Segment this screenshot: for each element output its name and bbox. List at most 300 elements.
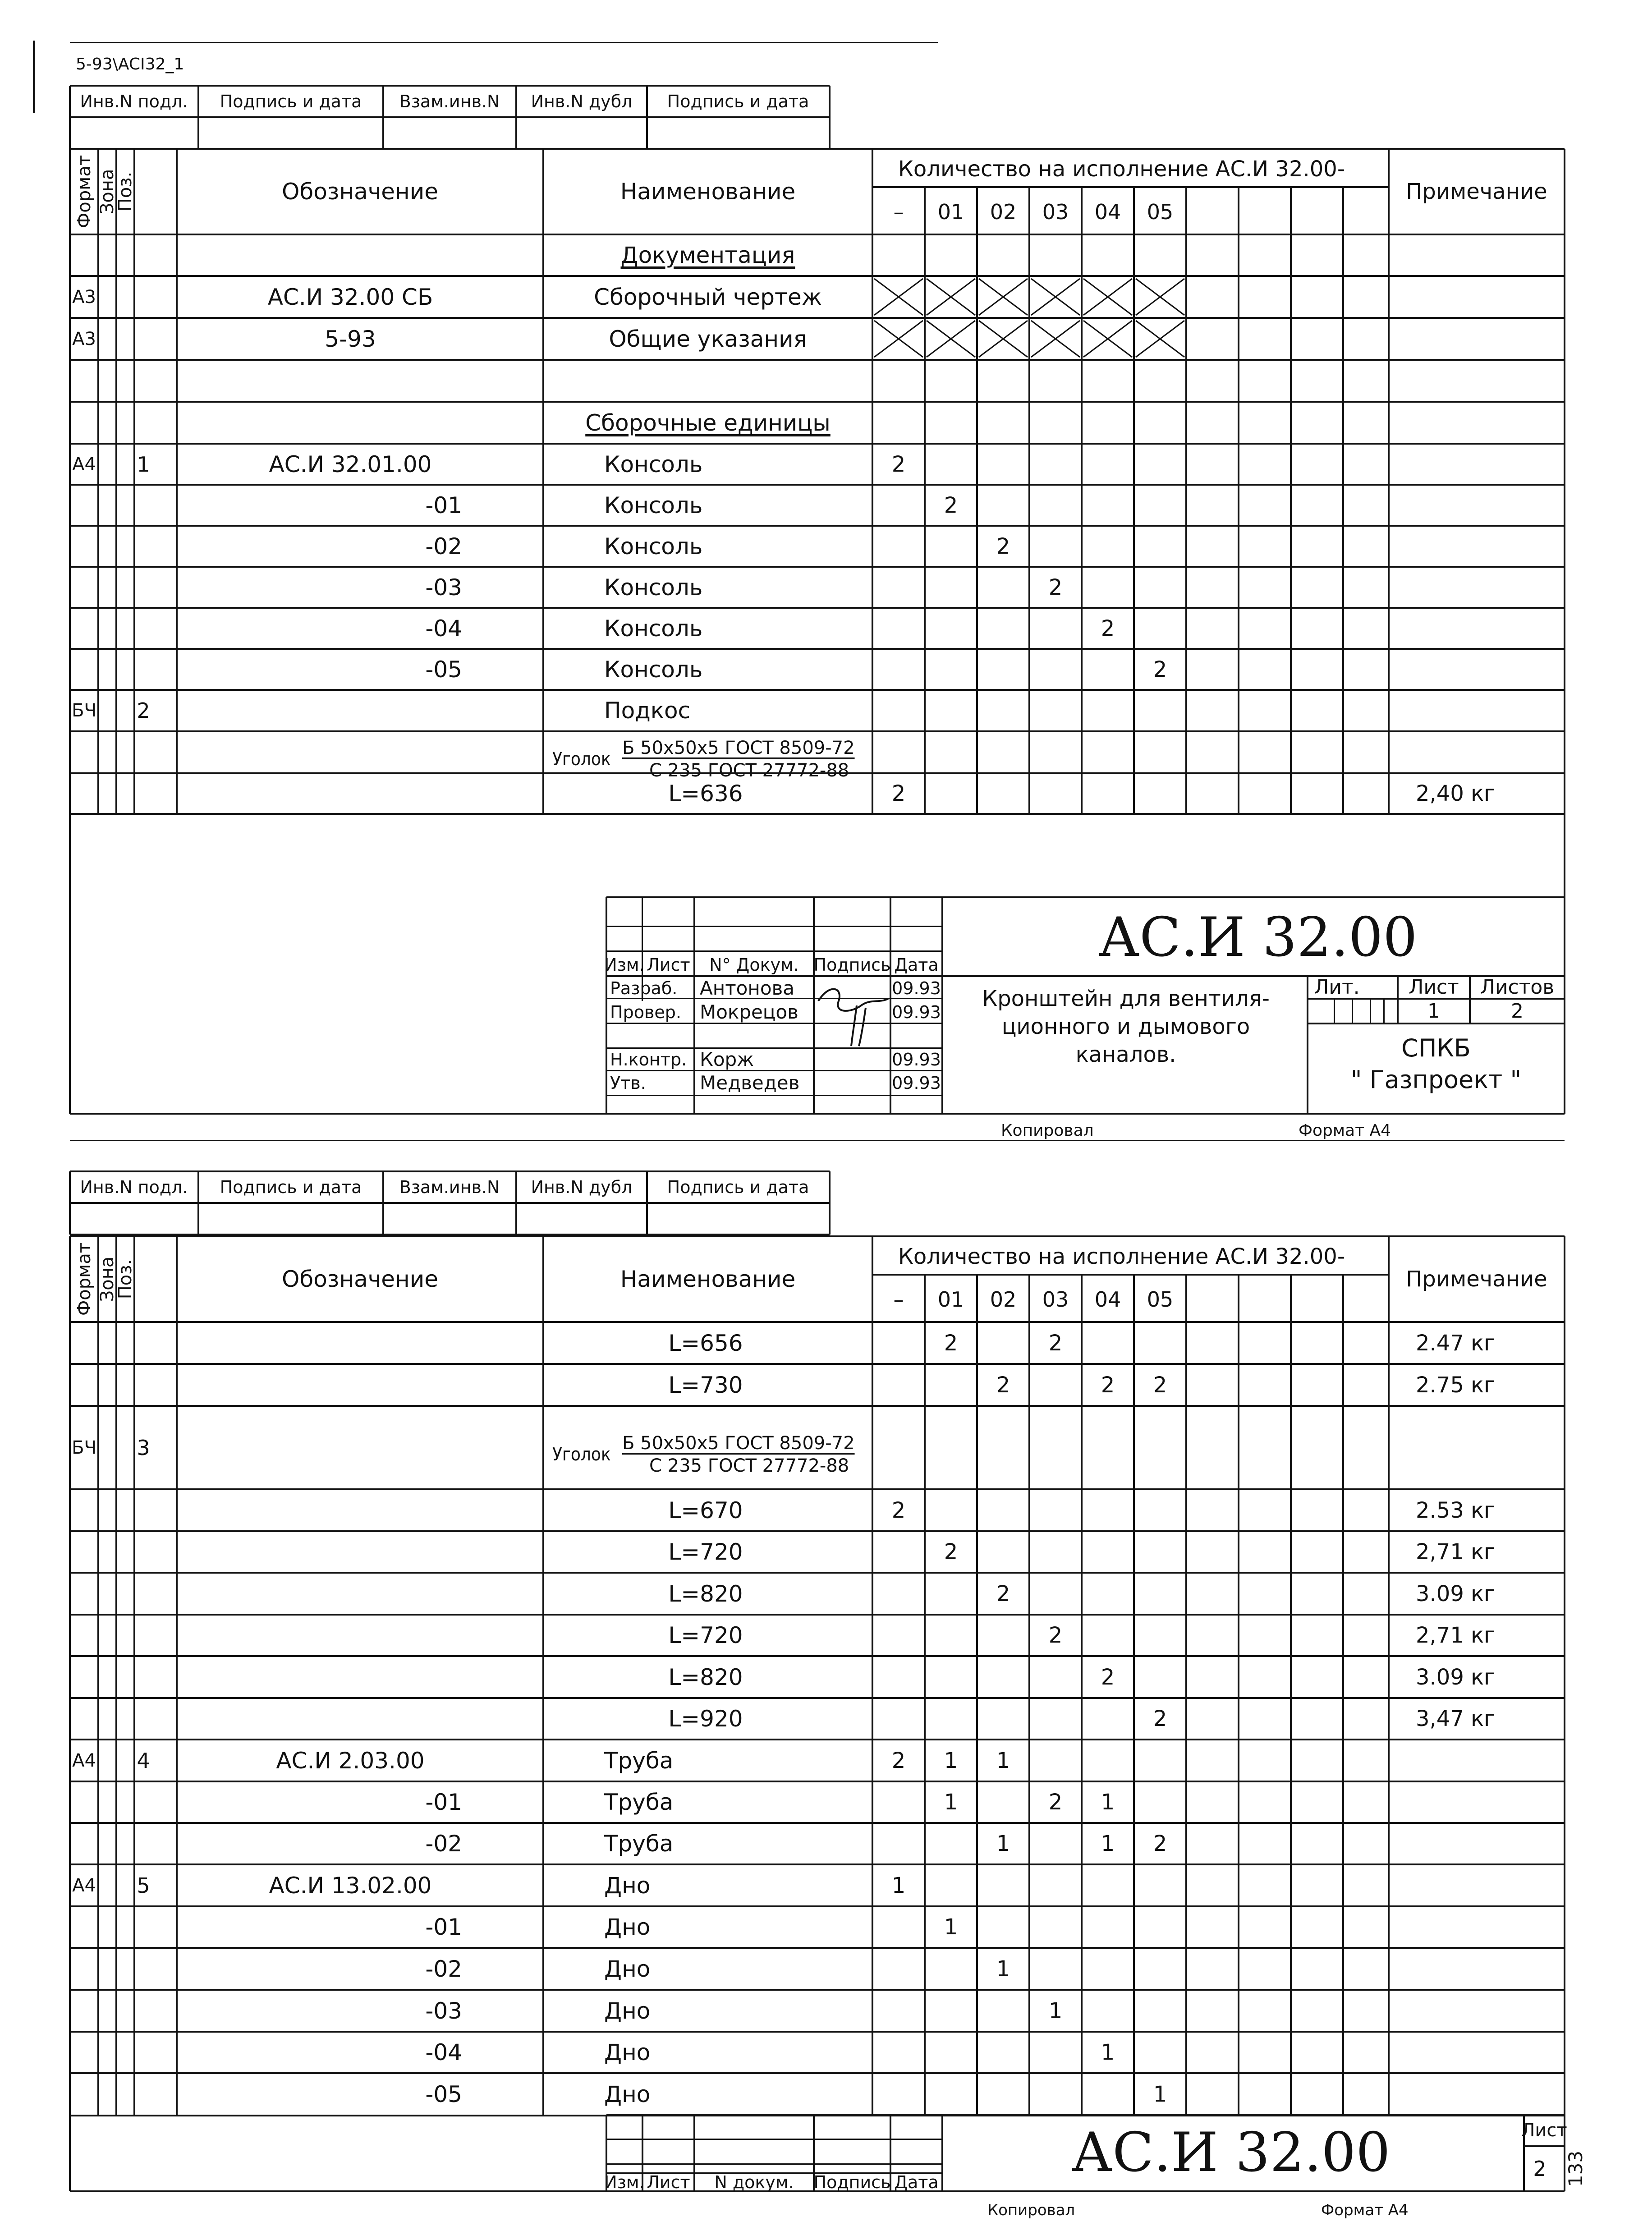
qty-col-line — [1290, 526, 1292, 567]
cell-oboznachenie: -01 — [425, 492, 462, 519]
cell-oboznachenie: АС.И 32.01.00 — [269, 451, 432, 477]
qty-col-line — [1238, 1573, 1239, 1615]
qty-col-line — [976, 1698, 978, 1740]
row-col-line — [176, 485, 178, 526]
qty-col-line — [1290, 1364, 1292, 1406]
row-col-line — [1564, 485, 1565, 526]
qty-col-line — [1081, 1656, 1083, 1698]
cell-naimenovanie: Труба — [604, 1789, 674, 1815]
row-col-line — [1564, 402, 1565, 444]
qty-col-line — [1133, 1615, 1135, 1656]
row-col-line — [542, 318, 544, 360]
qty-col-line — [1081, 690, 1083, 731]
row-col-line — [872, 690, 873, 731]
qty-col-line — [1290, 649, 1292, 690]
row-col-line — [542, 1698, 544, 1740]
cell-qty: 1 — [996, 1956, 1010, 1982]
row-col-line — [872, 1948, 873, 1990]
qty-col-line — [976, 1823, 978, 1864]
qty-col-line — [1290, 1740, 1292, 1781]
row-col-line — [1564, 2032, 1565, 2073]
cell-qty: 2 — [944, 1539, 958, 1565]
row-col-line — [97, 1573, 99, 1615]
cross-out-mark — [1134, 276, 1186, 318]
row-col-line — [872, 1906, 873, 1948]
row-col-line — [542, 731, 544, 773]
qty-col-line — [976, 1656, 978, 1698]
qty-col-line — [1342, 1656, 1344, 1698]
qty-col-line — [1342, 402, 1344, 444]
qty-col-line — [1185, 187, 1187, 234]
qty-col-line — [1028, 1489, 1030, 1531]
cell-qty: 2 — [1101, 1664, 1115, 1690]
row-col-line — [115, 1531, 117, 1573]
row-col-line — [115, 1740, 117, 1781]
cell-poz: 1 — [137, 452, 150, 477]
qty-col-line — [1342, 2073, 1344, 2116]
cross-out-mark — [872, 318, 925, 360]
row-col-line — [97, 2073, 99, 2116]
variant-02: 02 — [990, 1287, 1017, 1312]
row-col-line — [542, 1656, 544, 1698]
qty-col-line — [1342, 1406, 1344, 1489]
qty-col-line — [1342, 276, 1344, 318]
qty-col-line — [1238, 1990, 1239, 2032]
qty-col-line — [1081, 1489, 1083, 1531]
row-col-line — [1564, 1364, 1565, 1406]
qty-col-line — [1133, 402, 1135, 444]
row-col-line — [542, 2032, 544, 2073]
qty-col-line — [1185, 444, 1187, 485]
title-block-line — [1334, 999, 1335, 1024]
stamp-line — [69, 1171, 71, 1235]
row-col-line — [176, 1740, 178, 1781]
row-line — [70, 401, 1565, 403]
cell-format: А4 — [72, 1875, 96, 1896]
row-col-line — [69, 526, 71, 567]
qty-col-line — [1238, 234, 1239, 276]
row-col-line — [133, 1573, 135, 1615]
row-col-line — [69, 1322, 71, 1364]
qty-col-line — [1238, 608, 1239, 649]
row-col-line — [1388, 773, 1390, 814]
qty-col-line — [1028, 444, 1030, 485]
qty-col-line — [924, 608, 926, 649]
qty-col-line — [924, 1275, 926, 1322]
cell-naimenovanie: Подкос — [604, 698, 691, 724]
row-col-line — [69, 773, 71, 814]
column-zona: Зона — [97, 169, 118, 215]
row-col-line — [115, 1698, 117, 1740]
qty-col-line — [1290, 444, 1292, 485]
qty-col-line — [1133, 1531, 1135, 1573]
title-block-line — [1383, 999, 1385, 1024]
cell-qty: 2 — [996, 533, 1010, 559]
qty-col-line — [1290, 2032, 1292, 2073]
row-col-line — [1564, 1489, 1565, 1531]
row-line — [70, 689, 1565, 691]
qty-col-line — [1028, 234, 1030, 276]
cell-naimenovanie: L=820 — [668, 1664, 743, 1690]
row-col-line — [115, 234, 117, 276]
title-col-2: N докум. — [714, 2172, 794, 2192]
row-col-line — [133, 1656, 135, 1698]
row-col-line — [1388, 1948, 1390, 1990]
cell-qty: 2 — [944, 1330, 958, 1356]
qty-col-line — [1081, 444, 1083, 485]
qty-col-line — [1133, 1698, 1135, 1740]
row-col-line — [1564, 1781, 1565, 1823]
qty-col-line — [1081, 485, 1083, 526]
qty-col-line — [1185, 234, 1187, 276]
qty-col-line — [1342, 1948, 1344, 1990]
qty-col-line — [1342, 1489, 1344, 1531]
row-col-line — [1564, 567, 1565, 608]
qty-col-line — [924, 444, 926, 485]
qty-col-line — [1185, 1656, 1187, 1698]
column-zona: Зона — [97, 1256, 118, 1302]
qty-col-line — [1081, 1322, 1083, 1364]
qty-col-line — [1081, 1948, 1083, 1990]
column-poz: Поз. — [115, 1259, 136, 1299]
qty-col-line — [1342, 731, 1344, 773]
cell-qty: 1 — [1048, 1998, 1063, 2024]
qty-col-line — [1185, 731, 1187, 773]
qty-col-line — [1028, 1406, 1030, 1489]
row-col-line — [1564, 690, 1565, 731]
row-col-line — [115, 1906, 117, 1948]
cell-naimenovanie: L=720 — [668, 1539, 743, 1565]
row-col-line — [1388, 608, 1390, 649]
row-col-line — [115, 2032, 117, 2073]
qty-col-line — [924, 1990, 926, 2032]
stamp-line — [69, 86, 71, 149]
row-col-line — [176, 649, 178, 690]
qty-col-line — [924, 1906, 926, 1948]
row-col-line — [872, 485, 873, 526]
ugolok-line2: С 235 ГОСТ 27772-88 — [649, 760, 849, 781]
cell-oboznachenie: -02 — [425, 1831, 462, 1857]
qty-col-line — [1133, 1489, 1135, 1531]
cell-qty: 1 — [891, 1873, 906, 1898]
qty-col-line — [924, 1489, 926, 1531]
row-col-line — [115, 1406, 117, 1489]
row-line — [70, 730, 1565, 732]
qty-col-line — [924, 1573, 926, 1615]
qty-col-line — [1238, 1823, 1239, 1864]
row-col-line — [1564, 1698, 1565, 1740]
row-col-line — [1564, 1322, 1565, 1364]
qty-col-line — [1342, 773, 1344, 814]
row-col-line — [542, 1948, 544, 1990]
title-block-line — [1308, 1023, 1565, 1024]
row-col-line — [872, 360, 873, 402]
stamp-label: Подпись и дата — [220, 1177, 362, 1197]
document-designation: АС.И 32.00 — [1071, 2121, 1390, 2184]
cell-qty: 2 — [1101, 615, 1115, 641]
title-block-line — [941, 897, 943, 1114]
cell-qty: 2 — [891, 451, 906, 477]
qty-col-line — [1028, 1906, 1030, 1948]
row-col-line — [872, 649, 873, 690]
row-line — [70, 566, 1565, 568]
qty-col-line — [1342, 1990, 1344, 2032]
row-col-line — [542, 1322, 544, 1364]
row-col-line — [872, 234, 873, 276]
cell-qty: 2 — [1153, 1372, 1167, 1398]
stamp-label: Взам.инв.N — [399, 92, 500, 111]
row-col-line — [176, 1698, 178, 1740]
row-col-line — [1388, 234, 1390, 276]
qty-col-line — [1342, 1823, 1344, 1864]
qty-col-line — [1028, 1656, 1030, 1698]
header-col-line — [1564, 1236, 1565, 1322]
row-line — [70, 1822, 1565, 1824]
row-col-line — [115, 773, 117, 814]
row-col-line — [176, 608, 178, 649]
qty-col-line — [976, 690, 978, 731]
row-col-line — [176, 773, 178, 814]
qty-col-line — [1081, 731, 1083, 773]
row-line — [70, 1614, 1565, 1616]
qty-col-line — [1028, 1740, 1030, 1781]
cell-qty: 2 — [1048, 574, 1063, 600]
qty-col-line — [1081, 1275, 1083, 1322]
row-col-line — [542, 234, 544, 276]
row-col-line — [542, 1740, 544, 1781]
title-block-line — [1524, 2145, 1565, 2147]
qty-col-line — [1028, 567, 1030, 608]
row-line — [70, 1572, 1565, 1574]
cell-primechanie: 2.75 кг — [1416, 1372, 1496, 1398]
signer-name: Медведев — [700, 1072, 800, 1094]
row-col-line — [176, 731, 178, 773]
row-col-line — [133, 1489, 135, 1531]
column-kolichestvo: Количество на исполнение АС.И 32.00- — [898, 156, 1345, 182]
cell-format: БЧ — [72, 1437, 96, 1458]
header-col-line — [176, 1236, 178, 1322]
row-col-line — [872, 1990, 873, 2032]
cell-naimenovanie: Консоль — [604, 574, 703, 601]
variant-03: 03 — [1042, 200, 1069, 224]
qty-col-line — [924, 234, 926, 276]
row-col-line — [1564, 1573, 1565, 1615]
header-col-line — [542, 149, 544, 234]
row-line — [70, 1655, 1565, 1657]
column-format: Формат — [73, 1242, 95, 1316]
row-line — [70, 1864, 1565, 1865]
row-col-line — [542, 444, 544, 485]
row-col-line — [69, 1740, 71, 1781]
qty-col-line — [1238, 2073, 1239, 2116]
qty-col-line — [1185, 360, 1187, 402]
row-col-line — [176, 2073, 178, 2116]
cell-qty: 1 — [1101, 1790, 1115, 1815]
row-col-line — [133, 567, 135, 608]
qty-col-line — [1081, 773, 1083, 814]
title-block-line — [941, 2115, 943, 2191]
qty-col-line — [1342, 1740, 1344, 1781]
qty-col-line — [1290, 1275, 1292, 1322]
cell-qty: 2 — [996, 1581, 1010, 1607]
signer-role: Утв. — [610, 1073, 646, 1093]
signer-role: Разраб. — [610, 978, 678, 998]
signer-role: Н.контр. — [610, 1050, 687, 1070]
row-col-line — [69, 1823, 71, 1864]
qty-col-line — [1028, 608, 1030, 649]
row-col-line — [1564, 1990, 1565, 2032]
qty-col-line — [1133, 1948, 1135, 1990]
row-col-line — [97, 1322, 99, 1364]
row-col-line — [115, 649, 117, 690]
cell-naimenovanie: Дно — [604, 1872, 651, 1899]
list-value: 2 — [1533, 2157, 1546, 2181]
qty-col-line — [1028, 1781, 1030, 1823]
qty-col-line — [1028, 360, 1030, 402]
row-col-line — [1564, 526, 1565, 567]
cell-naimenovanie: Сборочный чертеж — [594, 284, 822, 310]
qty-col-line — [1238, 567, 1239, 608]
cell-qty: 2 — [944, 492, 958, 518]
title-block-line — [606, 2163, 942, 2165]
row-col-line — [97, 2032, 99, 2073]
stamp-line — [646, 1171, 648, 1235]
header-col-line — [69, 149, 71, 234]
margin-line — [33, 41, 35, 113]
qty-col-line — [1081, 1698, 1083, 1740]
cell-oboznachenie: -02 — [425, 1955, 462, 1982]
qty-col-line — [976, 773, 978, 814]
row-col-line — [176, 1615, 178, 1656]
row-col-line — [69, 318, 71, 360]
row-col-line — [69, 360, 71, 402]
ugolok-label: Уголок — [552, 748, 611, 770]
row-col-line — [176, 526, 178, 567]
row-col-line — [133, 1531, 135, 1573]
frame-line — [69, 814, 71, 1114]
qty-col-line — [1342, 360, 1344, 402]
qty-col-line — [1081, 1781, 1083, 1823]
cell-qty: 2 — [1153, 1831, 1167, 1856]
row-line — [70, 1739, 1565, 1740]
qty-col-line — [1185, 2073, 1187, 2116]
row-col-line — [872, 1489, 873, 1531]
qty-col-line — [1028, 1275, 1030, 1322]
qty-col-line — [976, 731, 978, 773]
signer-name: Корж — [700, 1048, 754, 1070]
row-col-line — [176, 1990, 178, 2032]
stamp-label: Подпись и дата — [220, 92, 362, 111]
row-col-line — [115, 608, 117, 649]
format-label: Формат А4 — [1299, 1121, 1391, 1140]
qty-col-line — [1290, 360, 1292, 402]
qty-col-line — [1185, 1990, 1187, 2032]
row-col-line — [1564, 1531, 1565, 1573]
lit-label: Лит. — [1314, 976, 1360, 999]
row-col-line — [542, 402, 544, 444]
qty-col-line — [1185, 773, 1187, 814]
variant-base: – — [893, 1287, 904, 1312]
row-col-line — [69, 608, 71, 649]
stamp-line — [197, 86, 199, 149]
qty-col-line — [1238, 360, 1239, 402]
column-primechanie: Примечание — [1406, 179, 1547, 204]
row-col-line — [133, 444, 135, 485]
qty-col-line — [1290, 1322, 1292, 1364]
row-col-line — [872, 731, 873, 773]
list-label: Лист — [1521, 2120, 1567, 2141]
title-col-4: Дата — [894, 2172, 939, 2192]
row-col-line — [69, 1990, 71, 2032]
row-line — [70, 443, 1565, 445]
cross-out-mark — [977, 318, 1029, 360]
listov-label: Листов — [1480, 976, 1555, 999]
row-col-line — [97, 608, 99, 649]
qty-col-line — [1133, 1322, 1135, 1364]
row-col-line — [69, 1489, 71, 1531]
qty-col-line — [1081, 1864, 1083, 1906]
row-col-line — [69, 1531, 71, 1573]
qty-col-line — [1185, 608, 1187, 649]
cross-out-mark — [1082, 318, 1134, 360]
page-number: 133 — [1565, 2150, 1587, 2187]
qty-col-line — [1238, 1615, 1239, 1656]
qty-col-line — [1238, 318, 1239, 360]
row-col-line — [176, 276, 178, 318]
qty-col-line — [976, 1990, 978, 2032]
row-col-line — [176, 1656, 178, 1698]
qty-col-line — [1028, 690, 1030, 731]
qty-col-line — [1290, 276, 1292, 318]
qty-col-line — [1133, 773, 1135, 814]
row-col-line — [69, 1864, 71, 1906]
title-col-3: Подпись — [813, 2172, 891, 2192]
column-poz: Поз. — [115, 171, 136, 212]
qty-col-line — [1081, 1531, 1083, 1573]
row-col-line — [133, 1322, 135, 1364]
row-col-line — [97, 360, 99, 402]
stamp-line — [382, 86, 384, 149]
qty-col-line — [1290, 1531, 1292, 1573]
row-line — [70, 484, 1565, 486]
cell-oboznachenie: -04 — [425, 615, 462, 642]
qty-col-line — [1133, 444, 1135, 485]
row-col-line — [97, 1864, 99, 1906]
qty-col-line — [1185, 1364, 1187, 1406]
cell-primechanie: 2,40 кг — [1416, 781, 1496, 806]
cell-oboznachenie: -03 — [425, 1997, 462, 2024]
cell-primechanie: 2,71 кг — [1416, 1623, 1496, 1648]
stamp-line — [829, 1171, 831, 1235]
row-line — [70, 1697, 1565, 1699]
qty-col-line — [1342, 234, 1344, 276]
qty-col-line — [1238, 485, 1239, 526]
row-col-line — [115, 360, 117, 402]
cell-primechanie: 3,47 кг — [1416, 1706, 1496, 1731]
qty-col-line — [924, 1698, 926, 1740]
stamp-line — [70, 1202, 830, 1204]
cross-out-mark — [925, 318, 977, 360]
row-col-line — [69, 1781, 71, 1823]
qty-col-line — [1290, 1823, 1292, 1864]
row-col-line — [69, 1698, 71, 1740]
row-col-line — [542, 1489, 544, 1531]
row-col-line — [133, 649, 135, 690]
row-col-line — [97, 1615, 99, 1656]
document-title: ционного и дымового — [1001, 1014, 1250, 1039]
row-col-line — [1388, 1990, 1390, 2032]
row-col-line — [542, 485, 544, 526]
